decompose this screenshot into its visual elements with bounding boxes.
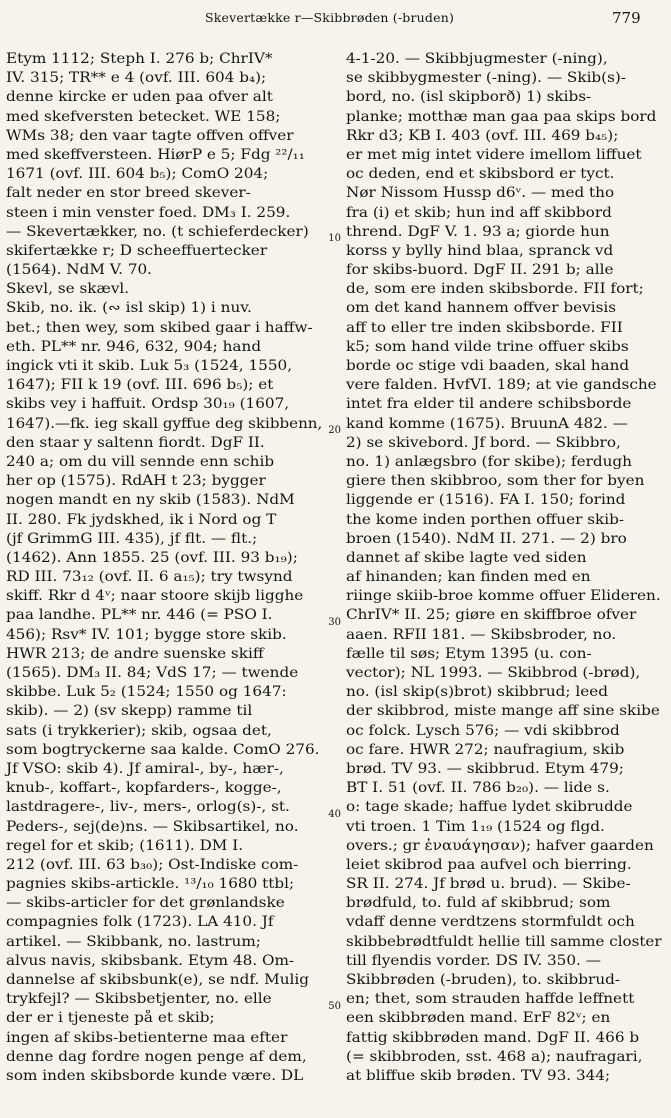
text-line: her op (1575). RdAH t 23; bygger — [6, 473, 266, 490]
text-line: 1671 (ovf. III. 604 b₅); ComO 204; — [6, 166, 269, 183]
text-line: aff to eller tre inden skibsborde. FII — [346, 319, 623, 336]
text-line: denne dag fordre nogen penge af dem, — [6, 1048, 307, 1065]
text-line: — skibs-articler for det grønlandske — [6, 895, 285, 912]
text-line: der er i tjeneste på et skib; — [6, 1010, 215, 1027]
text-line: se skibbygmester (-ning). — Skib(s)- — [346, 70, 627, 87]
text-line: fra (i) et skib; hun ind aff skibbord — [346, 204, 612, 221]
text-line: ingen af skibs-betienterne maa efter — [6, 1029, 288, 1046]
text-line: nogen mandt en ny skib (1583). NdM — [6, 492, 295, 509]
text-line: 2) se skivebord. Jf bord. — Skibbro, — [346, 434, 621, 451]
text-line: skiff. Rkr d 4ᵛ; naar stoore skijb ligghe — [6, 588, 304, 605]
text-line: vector); NL 1993. — Skibbrod (-brød), — [346, 665, 641, 681]
text-line: — Skevertækker, no. (t schieferdecker) — [6, 223, 309, 240]
text-line: at bliffue skib brøden. TV 93. 344; — [346, 1067, 611, 1084]
text-line: borde oc stige vdi baaden, skal hand — [346, 358, 630, 374]
text-line: Jf VSO: skib 4). Jf amiral-, by-, hær-, — [6, 760, 284, 777]
text-line: no. 1) anlægsbro (for skibe); ferdugh — [346, 453, 632, 470]
text-line: thrend. DgF V. 1. 93 a; giorde hun — [346, 223, 610, 240]
text-line: bord, no. (isl skipborð) 1) skibs- — [346, 89, 592, 106]
text-line: Skib, no. ik. (∾ isl skip) 1) i nuv. — [6, 300, 252, 317]
right-column — [346, 50, 662, 1086]
text-line: vdaff denne verdtzens stormfuldt och — [346, 914, 635, 931]
text-line: (= skibbroden, sst. 468 a); naufragari, — [346, 1048, 643, 1065]
text-line: lastdragere-, liv-, mers-, orlog(s)-, st. — [6, 799, 290, 816]
text-line: leiet skibrod paa aufvel och bierring. — [346, 856, 632, 873]
text-line: no. (isl skip(s)brot) skibbrud; leed — [346, 684, 608, 701]
left-column — [6, 50, 322, 1086]
text-line: (1462). Ann 1855. 25 (ovf. III. 93 b₁₉); — [6, 549, 298, 566]
text-line: en; thet, som strauden haffde leffnett — [346, 991, 635, 1008]
text-line: BT I. 51 (ovf. II. 786 b₂₀). — lide s. — [346, 780, 610, 797]
line-number: 40 — [328, 809, 341, 820]
text-line: artikel. — Skibbank, no. lastrum; — [6, 933, 261, 950]
text-line: vti troen. 1 Tim 1₁₉ (1524 og flgd. — [346, 818, 605, 835]
text-line: fattig skibbrøden mand. DgF II. 466 b — [346, 1029, 640, 1046]
text-line: giere then skibbroo, som ther for byen — [346, 473, 645, 490]
text-line: 212 (ovf. III. 63 b₃₀); Ost-Indiske com- — [6, 856, 299, 873]
text-line: brødfuld, to. fuld af skibbrud; som — [346, 895, 611, 912]
text-line: een skibbrøden mand. ErF 82ᵛ; en — [346, 1010, 611, 1027]
text-line: oc folck. Lysch 576; — vdi skibbrod — [346, 722, 620, 739]
text-line: broen (1540). NdM II. 271. — 2) bro — [346, 530, 627, 547]
text-line: WMs 38; den vaar tagte offven offver — [6, 127, 294, 144]
text-line: (1565). DM₃ II. 84; VdS 17; — twende — [6, 665, 299, 681]
text-line: brød. TV 93. — skibbrud. Etym 479; — [346, 760, 624, 777]
text-line: SR II. 274. Jf brød u. brud). — Skibe- — [346, 876, 631, 893]
line-number: 50 — [328, 1001, 341, 1012]
text-line: sats (i trykkerier); skib, ogsaa det, — [6, 722, 272, 739]
text-line: alvus navis, skibsbank. Etym 48. Om- — [6, 952, 295, 969]
text-line: med skefversten betecket. WE 158; — [6, 108, 281, 125]
text-line: 240 a; om du vill sennde enn schib — [6, 453, 275, 470]
text-line: skifertække r; D scheeffuertecker — [6, 242, 268, 259]
text-line: liggende er (1516). FA I. 150; forind — [346, 492, 626, 509]
text-line: skibbe. Luk 5₂ (1524; 1550 og 1647: — [6, 684, 287, 701]
text-line: o: tage skade; haffue lydet skibrudde — [346, 799, 633, 816]
text-line: (1564). NdM V. 70. — [6, 262, 153, 279]
text-line: 1647).—fk. ieg skall gyffue deg skibbenn, — [6, 415, 323, 432]
text-line: Skevl, se skævl. — [6, 281, 130, 298]
text-line: II. 280. Fk jydskhed, ik i Nord og T — [6, 511, 277, 528]
text-line: kand komme (1675). BruunA 482. — — [346, 415, 628, 432]
text-line: Peders-, sej(de)ns. — Skibsartikel, no. — [6, 818, 299, 835]
text-line: bet.; then wey, som skibed gaar i haffw- — [6, 319, 313, 336]
text-line: overs.; gr ἐναυάγησαν); hafver gaarden — [346, 837, 654, 854]
text-line: Etym 1112; Steph I. 276 b; ChrIV* — [6, 51, 273, 67]
text-line: Skibbrøden (-bruden), to. skibbrud- — [346, 972, 621, 988]
text-line: eth. PL** nr. 946, 632, 904; hand — [6, 338, 262, 355]
text-line: aaen. RFII 181. — Skibsbroder, no. — [346, 626, 617, 643]
text-line: HWR 213; de andre suenske skiff — [6, 645, 264, 662]
text-line: pagnies skibs-artickle. ¹³/₁₀ 1680 ttbl; — [6, 876, 295, 893]
text-line: for skibs-buord. DgF II. 291 b; alle — [346, 262, 614, 279]
text-line: (jf GrimmG III. 435), jf flt. — flt.; — [6, 530, 258, 547]
text-line: intet fra elder til andere schibsborde — [346, 396, 632, 413]
text-line: k5; som hand vilde trine offuer skibs — [346, 338, 629, 355]
text-line: som bogtryckerne saa kalde. ComO 276. — [6, 741, 320, 758]
text-line: vere falden. HvfVI. 189; at vie gandsche — [346, 377, 657, 394]
text-line: der skibbrod, miste mange aff sine skibe — [346, 703, 660, 720]
page-number: 779 — [612, 9, 641, 27]
text-line: skibbebrødtfuldt hellie till samme closter — [346, 933, 662, 950]
text-line: fælle til søs; Etym 1395 (u. con- — [346, 645, 592, 662]
text-line: RD III. 73₁₂ (ovf. II. 6 a₁₅); try twsynd — [6, 569, 293, 586]
text-line: om det kand hannem offver bevisis — [346, 300, 617, 317]
text-line: 1647); FII k 19 (ovf. III. 696 b₅); et — [6, 377, 274, 394]
text-line: er met mig intet videre imellom liffuet — [346, 146, 642, 163]
text-line: ingick vti it skib. Luk 5₃ (1524, 1550, — [6, 358, 293, 374]
text-line: som inden skibsborde kunde være. DL — [6, 1067, 304, 1084]
text-line: de, som ere inden skibsborde. FII fort; — [346, 281, 644, 298]
line-number: 20 — [328, 425, 341, 436]
text-line: oc fare. HWR 272; naufragium, skib — [346, 741, 625, 758]
text-line: dannet af skibe lagte ved siden — [346, 549, 587, 566]
text-line: compagnies folk (1723). LA 410. Jf — [6, 914, 274, 931]
text-line: den staar y saltenn fiordt. DgF II. — [6, 434, 265, 451]
text-line: IV. 315; TR** e 4 (ovf. III. 604 b₄); — [6, 70, 267, 87]
running-head: Skevertække r—Skibbrøden (-bruden) — [205, 10, 455, 25]
text-line: Nør Nissom Hussp d6ᵛ. — med tho — [346, 185, 615, 202]
text-line: till flyendis vorder. DS IV. 350. — — [346, 952, 601, 969]
text-line: med skeffversteen. HiørP e 5; Fdg ²²/₁₁ — [6, 146, 305, 163]
text-line: af hinanden; kan finden med en — [346, 569, 591, 586]
text-line: Rkr d3; KB I. 403 (ovf. III. 469 b₄₅); — [346, 127, 619, 144]
text-line: knub-, koffart-, kopfarders-, kogge-, — [6, 780, 282, 797]
text-line: regel for et skib; (1611). DM I. — [6, 837, 244, 854]
text-line: paa landhe. PL** nr. 446 (= PSO I. — [6, 607, 273, 624]
text-line: oc deden, end et skibsbord er tyct. — [346, 166, 615, 183]
text-line: steen i min venster foed. DM₃ I. 259. — [6, 204, 291, 221]
text-line: riinge skiib-broe komme offuer Elideren. — [346, 588, 661, 605]
text-line: denne kircke er uden paa ofver alt — [6, 89, 273, 106]
text-line: the kome inden porthen offuer skib- — [346, 511, 625, 528]
page-header — [0, 0, 671, 40]
text-line: ChrIV* II. 25; giøre en skiffbroe ofver — [346, 607, 637, 624]
text-line: planke; motthæ man gaa paa skips bord — [346, 108, 657, 125]
line-number: 30 — [328, 617, 341, 628]
text-line: 4-1-20. — Skibbjugmester (-ning), — [346, 51, 608, 67]
text-line: 456); Rsv* IV. 101; bygge store skib. — [6, 626, 287, 643]
text-line: dannelse af skibsbunk(e), se ndf. Mulig — [6, 972, 310, 988]
text-line: skib). — 2) (sv skepp) ramme til — [6, 703, 253, 720]
text-line: falt neder en stor breed skever- — [6, 185, 251, 202]
line-number: 10 — [328, 233, 341, 244]
text-line: trykfejl? — Skibsbetjenter, no. elle — [6, 991, 272, 1008]
text-line: korss y bylly hind blaa, spranck vd — [346, 242, 614, 259]
text-line: skibs vey i haffuit. Ordsp 30₁₉ (1607, — [6, 396, 290, 413]
